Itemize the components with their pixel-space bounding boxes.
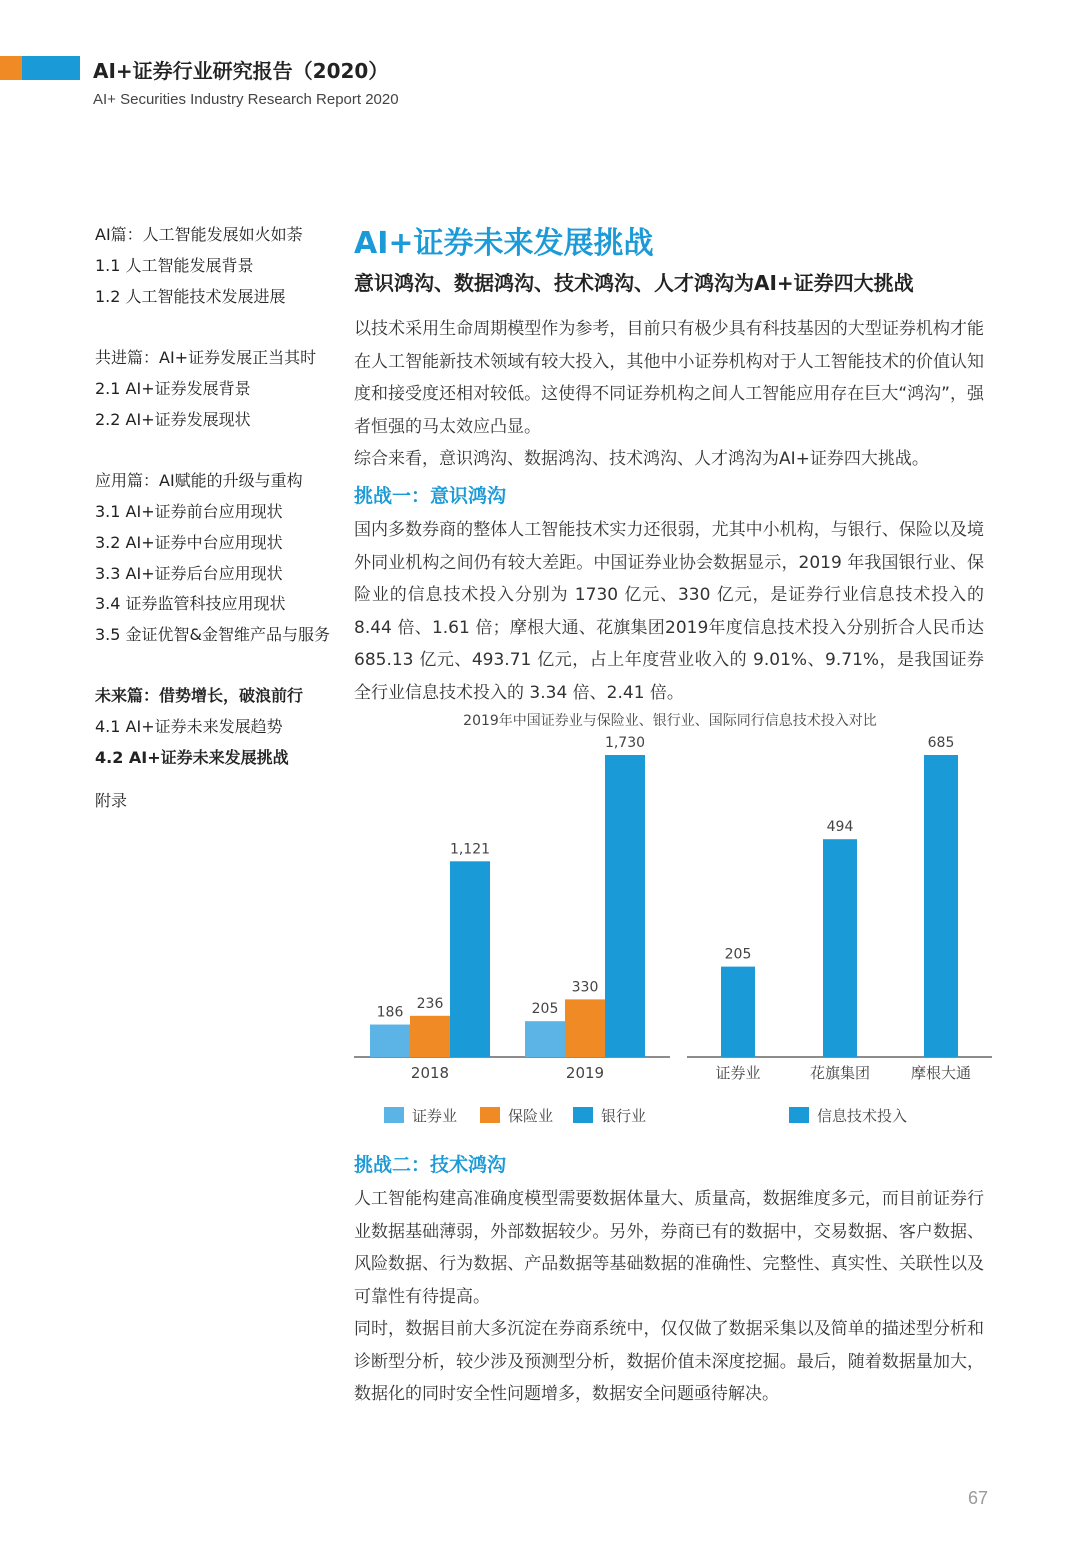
legend-swatch: [573, 1107, 593, 1123]
bar-value-label: 186: [376, 1004, 404, 1021]
chart-title: 2019年中国证券业与保险业、银行业、国际同行信息技术投入对比: [463, 713, 877, 729]
challenge-one-heading: 挑战一：意识鸿沟: [354, 485, 507, 507]
header-blue-bar: [22, 56, 80, 80]
bar-证券业: [721, 967, 755, 1057]
toc-item[interactable]: 3.3 AI+证券后台应用现状: [95, 564, 283, 583]
bar-银行业-2019: [605, 755, 645, 1057]
bar-value-label: 1,730: [604, 735, 646, 751]
report-subtitle: AI+ Securities Industry Research Report 2020: [93, 91, 399, 108]
bar-value-label: 236: [416, 995, 444, 1012]
legend-swatch: [789, 1107, 809, 1123]
chart-2-category-label: 证券业: [715, 1064, 761, 1082]
page-title: AI+证券未来发展挑战: [354, 226, 654, 261]
toc-item[interactable]: 3.1 AI+证券前台应用现状: [95, 502, 283, 521]
bar-value-label: 330: [571, 979, 599, 996]
toc-item-appendix[interactable]: 附录: [95, 791, 128, 810]
toc-item[interactable]: 1.1 人工智能发展背景: [95, 256, 254, 275]
bar-摩根大通: [924, 755, 958, 1057]
bar-保险业-2019: [565, 999, 605, 1057]
legend-label: 信息技术投入: [817, 1107, 908, 1125]
toc-item[interactable]: 2.1 AI+证券发展背景: [95, 379, 251, 398]
toc-item-current-part[interactable]: 未来篇：借势增长，破浪前行: [95, 686, 304, 705]
toc-item-current-section[interactable]: 4.2 AI+证券未来发展挑战: [95, 748, 289, 767]
bar-value-label: 1,121: [449, 841, 491, 858]
bar-value-label: 205: [531, 1001, 559, 1018]
challenge-two-paragraph-1: 人工智能构建高准确度模型需要数据体量大、质量高，数据维度多元，而目前证券行业数据基础薄弱，外部数据较少。另外，券商已有的数据中，交易数据、客户数据、风险数据、行为数据、产品数据等基础数据的准确性、完整性、真实性、关联性以及可靠性有待提高。: [354, 1189, 984, 1307]
chart-1-category-label: 2019: [565, 1064, 605, 1082]
chart-1-category-label: 2018: [410, 1064, 450, 1082]
toc-item[interactable]: 3.5 金证优智&金智维产品与服务: [95, 625, 331, 644]
legend-swatch: [480, 1107, 500, 1123]
bar-花旗集团: [823, 839, 857, 1057]
toc-item[interactable]: 3.4 证券监管科技应用现状: [95, 594, 286, 613]
toc-item[interactable]: 2.2 AI+证券发展现状: [95, 410, 251, 429]
bar-银行业-2018: [450, 861, 490, 1057]
toc-item[interactable]: 4.1 AI+证券未来发展趋势: [95, 717, 283, 736]
legend-label: 证券业: [412, 1107, 458, 1125]
toc-item[interactable]: 1.2 人工智能技术发展进展: [95, 287, 286, 306]
challenge-one-paragraph: 国内多数券商的整体人工智能技术实力还很弱，尤其中小机构，与银行、保险以及境外同业机构之间仍有较大差距。中国证券业协会数据显示，2019 年我国银行业、保险业的信息技术投入分别为 1730 亿元、330 亿元，是证券行业信息技术投入的 8.44 倍、1.61 倍；摩根大通、花旗集团2019年度信息技术投入分别折合人民币达 685.13 亿元、493.71 亿元，占上年度营业收入的 9.01%、9.71%，是我国证券全行业信息技术投入的 3.34 倍、2.41 倍。: [354, 520, 984, 703]
bar-value-label: 205: [724, 946, 752, 963]
legend-swatch: [384, 1107, 404, 1123]
report-title: AI+证券行业研究报告（2020）: [93, 59, 389, 83]
bar-证券业-2018: [370, 1025, 410, 1057]
header-orange-bar: [0, 56, 22, 80]
legend-label: 保险业: [508, 1107, 554, 1125]
intro-paragraph: 以技术采用生命周期模型作为参考，目前只有极少具有科技基因的大型证券机构才能在人工智能新技术领域有较大投入，其他中小证券机构对于人工智能技术的价值认知度和接受度还相对较低。这使得不同证券机构之间人工智能应用存在巨大“鸿沟”，强者恒强的马太效应凸显。: [354, 319, 984, 437]
challenge-two-heading: 挑战二：技术鸿沟: [354, 1154, 507, 1176]
bar-value-label: 685: [927, 735, 955, 751]
bar-value-label: 494: [826, 819, 854, 836]
page-number: 67: [968, 1488, 989, 1508]
summary-paragraph: 综合来看，意识鸿沟、数据鸿沟、技术鸿沟、人才鸿沟为AI+证券四大挑战。: [354, 449, 929, 469]
legend-label: 银行业: [601, 1107, 647, 1125]
toc-item[interactable]: 共进篇：AI+证券发展正当其时: [95, 348, 317, 367]
bar-保险业-2018: [410, 1016, 450, 1057]
toc-item[interactable]: 应用篇：AI赋能的升级与重构: [95, 471, 303, 490]
bar-证券业-2019: [525, 1021, 565, 1057]
chart-2-category-label: 摩根大通: [910, 1064, 972, 1082]
chart-2-category-label: 花旗集团: [809, 1064, 871, 1082]
toc-item[interactable]: 3.2 AI+证券中台应用现状: [95, 533, 283, 552]
toc-item[interactable]: AI篇：人工智能发展如火如荼: [95, 225, 303, 244]
challenge-two-paragraph-2: 同时，数据目前大多沉淀在券商系统中，仅仅做了数据采集以及简单的描述型分析和诊断型分析，较少涉及预测型分析，数据价值未深度挖掘。最后，随着数据量加大，数据化的同时安全性问题增多，数据安全问题亟待解决。: [354, 1319, 984, 1404]
page-subtitle: 意识鸿沟、数据鸿沟、技术鸿沟、人才鸿沟为AI+证券四大挑战: [354, 271, 914, 295]
it-investment-chart: [340, 705, 1000, 1145]
